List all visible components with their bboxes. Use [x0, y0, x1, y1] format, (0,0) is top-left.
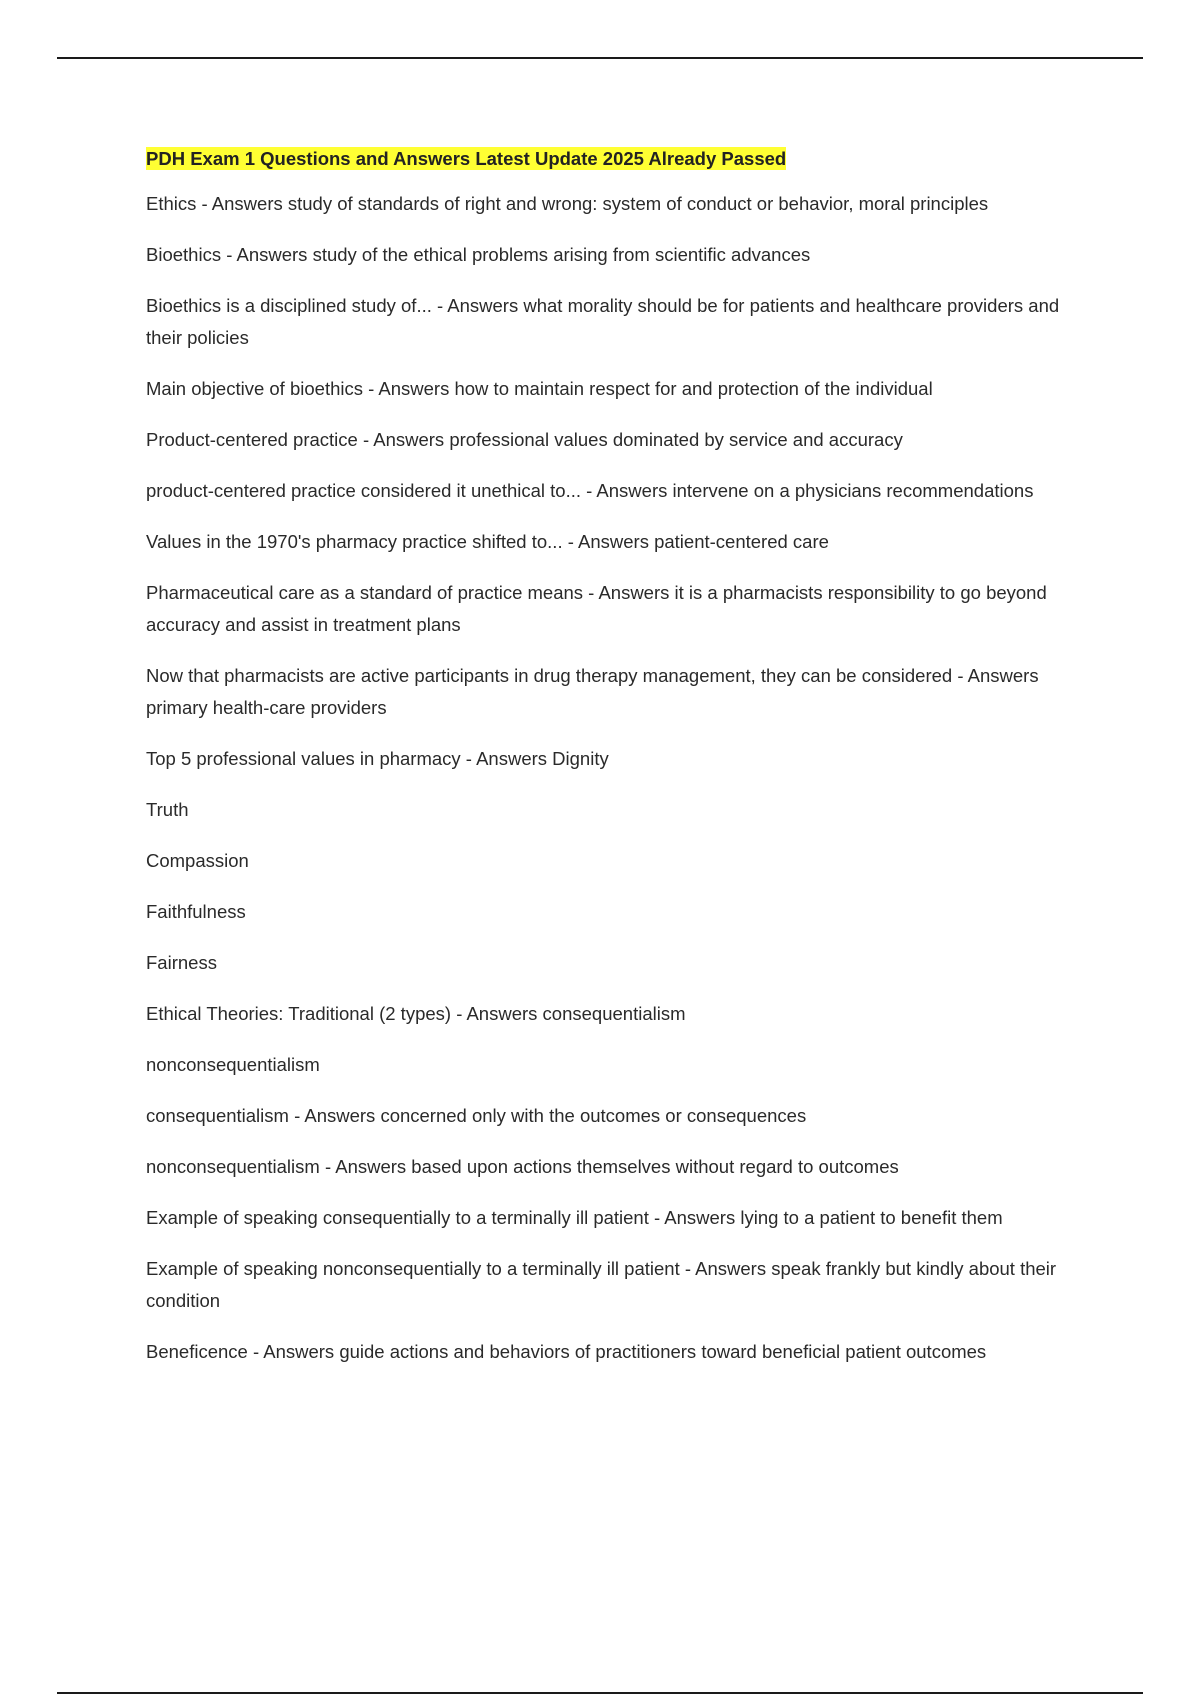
qa-entry: Beneficence - Answers guide actions and behaviors of practitioners toward beneficial patient outcomes — [146, 1341, 987, 1362]
document-title-highlight: PDH Exam 1 Questions and Answers Latest Update 2025 Already Passed — [146, 148, 787, 169]
document-body — [146, 144, 1090, 1387]
qa-entry: Faithfulness — [146, 901, 246, 922]
qa-entry: Fairness — [146, 952, 217, 973]
header-rule — [57, 57, 1143, 59]
qa-entry: Values in the 1970's pharmacy practice shifted to... - Answers patient-centered care — [146, 531, 829, 552]
qa-entry: Top 5 professional values in pharmacy - Answers Dignity — [146, 748, 609, 769]
qa-entry: Bioethics is a disciplined study of... - Answers what morality should be for patients and healthcare providers and their policies — [146, 295, 1060, 348]
qa-entry: product-centered practice considered it unethical to... - Answers intervene on a physicians recommendations — [146, 480, 1034, 501]
qa-entry: Bioethics - Answers study of the ethical problems arising from scientific advances — [146, 244, 811, 265]
qa-entry: Pharmaceutical care as a standard of practice means - Answers it is a pharmacists responsibility to go beyond accuracy and assist in treatment plans — [146, 582, 1047, 635]
qa-entry: Ethical Theories: Traditional (2 types) - Answers consequentialism — [146, 1003, 686, 1024]
qa-entry: Ethics - Answers study of standards of right and wrong: system of conduct or behavior, moral principles — [146, 193, 989, 214]
qa-entry: nonconsequentialism - Answers based upon actions themselves without regard to outcomes — [146, 1156, 899, 1177]
qa-entry: Example of speaking nonconsequentially to a terminally ill patient - Answers speak frankly but kindly about their condition — [146, 1258, 1057, 1311]
qa-entry: consequentialism - Answers concerned only with the outcomes or consequences — [146, 1105, 807, 1126]
document-title — [146, 144, 1090, 174]
qa-entry: nonconsequentialism — [146, 1054, 320, 1075]
qa-entry: Now that pharmacists are active participants in drug therapy management, they can be considered - Answers primary health-care providers — [146, 665, 1039, 718]
qa-entry: Main objective of bioethics - Answers how to maintain respect for and protection of the individual — [146, 378, 933, 399]
qa-entry: Product-centered practice - Answers professional values dominated by service and accuracy — [146, 429, 903, 450]
footer-rule — [57, 1692, 1143, 1694]
qa-entry: Compassion — [146, 850, 249, 871]
qa-entry: Example of speaking consequentially to a terminally ill patient - Answers lying to a patient to benefit them — [146, 1207, 1003, 1228]
qa-entry: Truth — [146, 799, 189, 820]
